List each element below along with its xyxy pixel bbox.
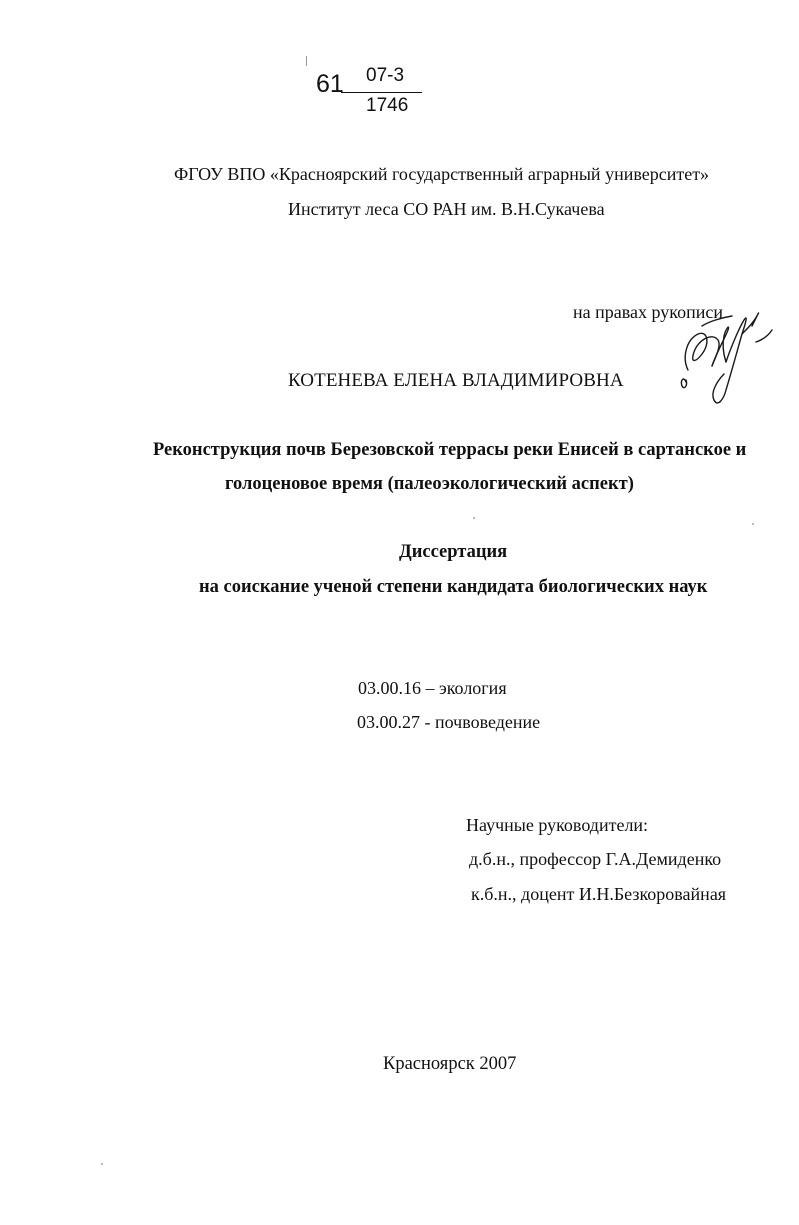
- margin-tick-mark: [306, 56, 307, 66]
- thesis-title-line-1: Реконструкция почв Березовской террасы реки Енисей в сартанское и: [153, 440, 747, 460]
- supervisors-heading: Научные руководители:: [466, 815, 649, 835]
- scan-speck: [752, 523, 754, 525]
- degree-statement: на соискание ученой степени кандидата биологических наук: [199, 577, 708, 597]
- scan-speck: [473, 517, 475, 519]
- supervisor-item: д.б.н., профессор Г.А.Демиденко: [469, 849, 722, 869]
- signature-mark: [668, 300, 780, 412]
- scan-speck: [101, 1163, 103, 1165]
- institution-institute: Институт леса СО РАН им. В.Н.Сукачева: [288, 199, 605, 219]
- city-year: Красноярск 2007: [383, 1054, 517, 1074]
- catalog-code-prefix: 61: [316, 70, 344, 98]
- specialty-code-ecology: 03.00.16 – экология: [358, 678, 507, 698]
- rights-note: на правах рукописи: [573, 302, 723, 322]
- catalog-code-fraction-bar: [341, 92, 422, 93]
- specialty-code-soil-science: 03.00.27 - почвоведение: [357, 712, 541, 732]
- supervisor-item: к.б.н., доцент И.Н.Безкоровайная: [471, 884, 727, 904]
- document-type: Диссертация: [399, 542, 508, 562]
- institution-university: ФГОУ ВПО «Красноярский государственный аграрный университет»: [174, 164, 710, 184]
- author-name: КОТЕНЕВА ЕЛЕНА ВЛАДИМИРОВНА: [288, 370, 624, 391]
- catalog-code-numerator: 07-3: [366, 65, 405, 86]
- thesis-title-line-2: голоценовое время (палеоэкологический аспект): [225, 474, 634, 494]
- catalog-code-denominator: 1746: [366, 95, 409, 116]
